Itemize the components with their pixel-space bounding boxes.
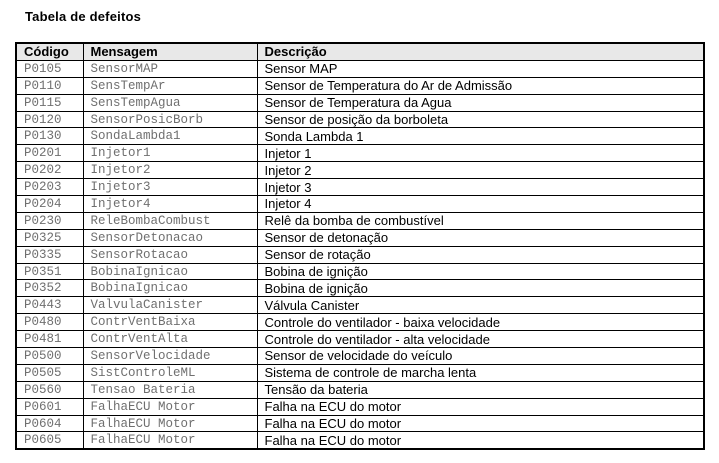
cell-mensagem: FalhaECU Motor xyxy=(83,432,257,449)
cell-mensagem: Injetor3 xyxy=(83,179,257,196)
cell-descricao: Controle do ventilador - alta velocidade xyxy=(257,331,704,348)
cell-codigo: P0110 xyxy=(16,77,83,94)
table-row xyxy=(16,196,704,213)
cell-codigo: P0335 xyxy=(16,246,83,263)
cell-mensagem: SensorRotacao xyxy=(83,246,257,263)
table-row xyxy=(16,280,704,297)
table-row xyxy=(16,348,704,365)
cell-codigo: P0481 xyxy=(16,331,83,348)
column-header-codigo: Código xyxy=(16,43,83,60)
cell-mensagem: SondaLambda1 xyxy=(83,128,257,145)
defects-table-header xyxy=(16,43,704,60)
cell-descricao: Falha na ECU do motor xyxy=(257,415,704,432)
cell-mensagem: BobinaIgnicao xyxy=(83,263,257,280)
cell-codigo: P0230 xyxy=(16,212,83,229)
cell-codigo: P0601 xyxy=(16,398,83,415)
table-row xyxy=(16,415,704,432)
cell-mensagem: SensTempAr xyxy=(83,77,257,94)
cell-descricao: Bobina de ignição xyxy=(257,280,704,297)
cell-mensagem: Injetor2 xyxy=(83,162,257,179)
table-row xyxy=(16,77,704,94)
cell-descricao: Bobina de ignição xyxy=(257,263,704,280)
cell-codigo: P0203 xyxy=(16,179,83,196)
cell-mensagem: SensorVelocidade xyxy=(83,348,257,365)
cell-codigo: P0325 xyxy=(16,229,83,246)
cell-descricao: Sistema de controle de marcha lenta xyxy=(257,364,704,381)
cell-mensagem: FalhaECU Motor xyxy=(83,415,257,432)
table-row xyxy=(16,314,704,331)
table-row xyxy=(16,297,704,314)
cell-mensagem: ValvulaCanister xyxy=(83,297,257,314)
cell-descricao: Sensor de velocidade do veículo xyxy=(257,348,704,365)
cell-mensagem: ContrVentAlta xyxy=(83,331,257,348)
cell-descricao: Injetor 1 xyxy=(257,145,704,162)
table-row xyxy=(16,246,704,263)
cell-descricao: Sensor de posição da borboleta xyxy=(257,111,704,128)
cell-descricao: Falha na ECU do motor xyxy=(257,398,704,415)
cell-mensagem: Injetor1 xyxy=(83,145,257,162)
cell-descricao: Sensor de rotação xyxy=(257,246,704,263)
table-row xyxy=(16,128,704,145)
cell-mensagem: Tensao Bateria xyxy=(83,381,257,398)
cell-mensagem: FalhaECU Motor xyxy=(83,398,257,415)
cell-mensagem: SensorPosicBorb xyxy=(83,111,257,128)
table-row xyxy=(16,162,704,179)
cell-codigo: P0201 xyxy=(16,145,83,162)
table-row xyxy=(16,179,704,196)
table-row xyxy=(16,229,704,246)
cell-descricao: Falha na ECU do motor xyxy=(257,432,704,449)
cell-codigo: P0202 xyxy=(16,162,83,179)
table-row xyxy=(16,263,704,280)
table-row xyxy=(16,432,704,449)
cell-codigo: P0605 xyxy=(16,432,83,449)
cell-mensagem: ReleBombaCombust xyxy=(83,212,257,229)
table-row xyxy=(16,145,704,162)
cell-mensagem: SistControleML xyxy=(83,364,257,381)
cell-descricao: Controle do ventilador - baixa velocidade xyxy=(257,314,704,331)
cell-descricao: Válvula Canister xyxy=(257,297,704,314)
cell-mensagem: Injetor4 xyxy=(83,196,257,213)
cell-codigo: P0130 xyxy=(16,128,83,145)
column-header-descricao: Descrição xyxy=(257,43,704,60)
cell-descricao: Sensor MAP xyxy=(257,60,704,77)
cell-descricao: Sonda Lambda 1 xyxy=(257,128,704,145)
table-row xyxy=(16,331,704,348)
cell-mensagem: BobinaIgnicao xyxy=(83,280,257,297)
cell-codigo: P0351 xyxy=(16,263,83,280)
cell-codigo: P0105 xyxy=(16,60,83,77)
page-title: Tabela de defeitos xyxy=(25,9,142,24)
cell-mensagem: SensorMAP xyxy=(83,60,257,77)
cell-descricao: Sensor de detonação xyxy=(257,229,704,246)
table-row xyxy=(16,381,704,398)
table-row xyxy=(16,111,704,128)
cell-descricao: Sensor de Temperatura da Agua xyxy=(257,94,704,111)
cell-codigo: P0505 xyxy=(16,364,83,381)
cell-descricao: Sensor de Temperatura do Ar de Admissão xyxy=(257,77,704,94)
cell-mensagem: SensorDetonacao xyxy=(83,229,257,246)
cell-codigo: P0443 xyxy=(16,297,83,314)
cell-codigo: P0204 xyxy=(16,196,83,213)
table-row xyxy=(16,398,704,415)
cell-mensagem: SensTempAgua xyxy=(83,94,257,111)
table-row xyxy=(16,212,704,229)
cell-codigo: P0604 xyxy=(16,415,83,432)
cell-mensagem: ContrVentBaixa xyxy=(83,314,257,331)
table-row xyxy=(16,60,704,77)
cell-codigo: P0120 xyxy=(16,111,83,128)
table-row xyxy=(16,364,704,381)
cell-codigo: P0480 xyxy=(16,314,83,331)
cell-descricao: Injetor 4 xyxy=(257,196,704,213)
table-row xyxy=(16,94,704,111)
column-header-mensagem: Mensagem xyxy=(83,43,257,60)
cell-codigo: P0500 xyxy=(16,348,83,365)
defects-table xyxy=(15,42,705,450)
cell-codigo: P0352 xyxy=(16,280,83,297)
cell-codigo: P0115 xyxy=(16,94,83,111)
cell-codigo: P0560 xyxy=(16,381,83,398)
cell-descricao: Injetor 2 xyxy=(257,162,704,179)
cell-descricao: Tensão da bateria xyxy=(257,381,704,398)
header-row xyxy=(16,43,704,60)
defects-table-body xyxy=(16,60,704,449)
cell-descricao: Injetor 3 xyxy=(257,179,704,196)
cell-descricao: Relê da bomba de combustível xyxy=(257,212,704,229)
